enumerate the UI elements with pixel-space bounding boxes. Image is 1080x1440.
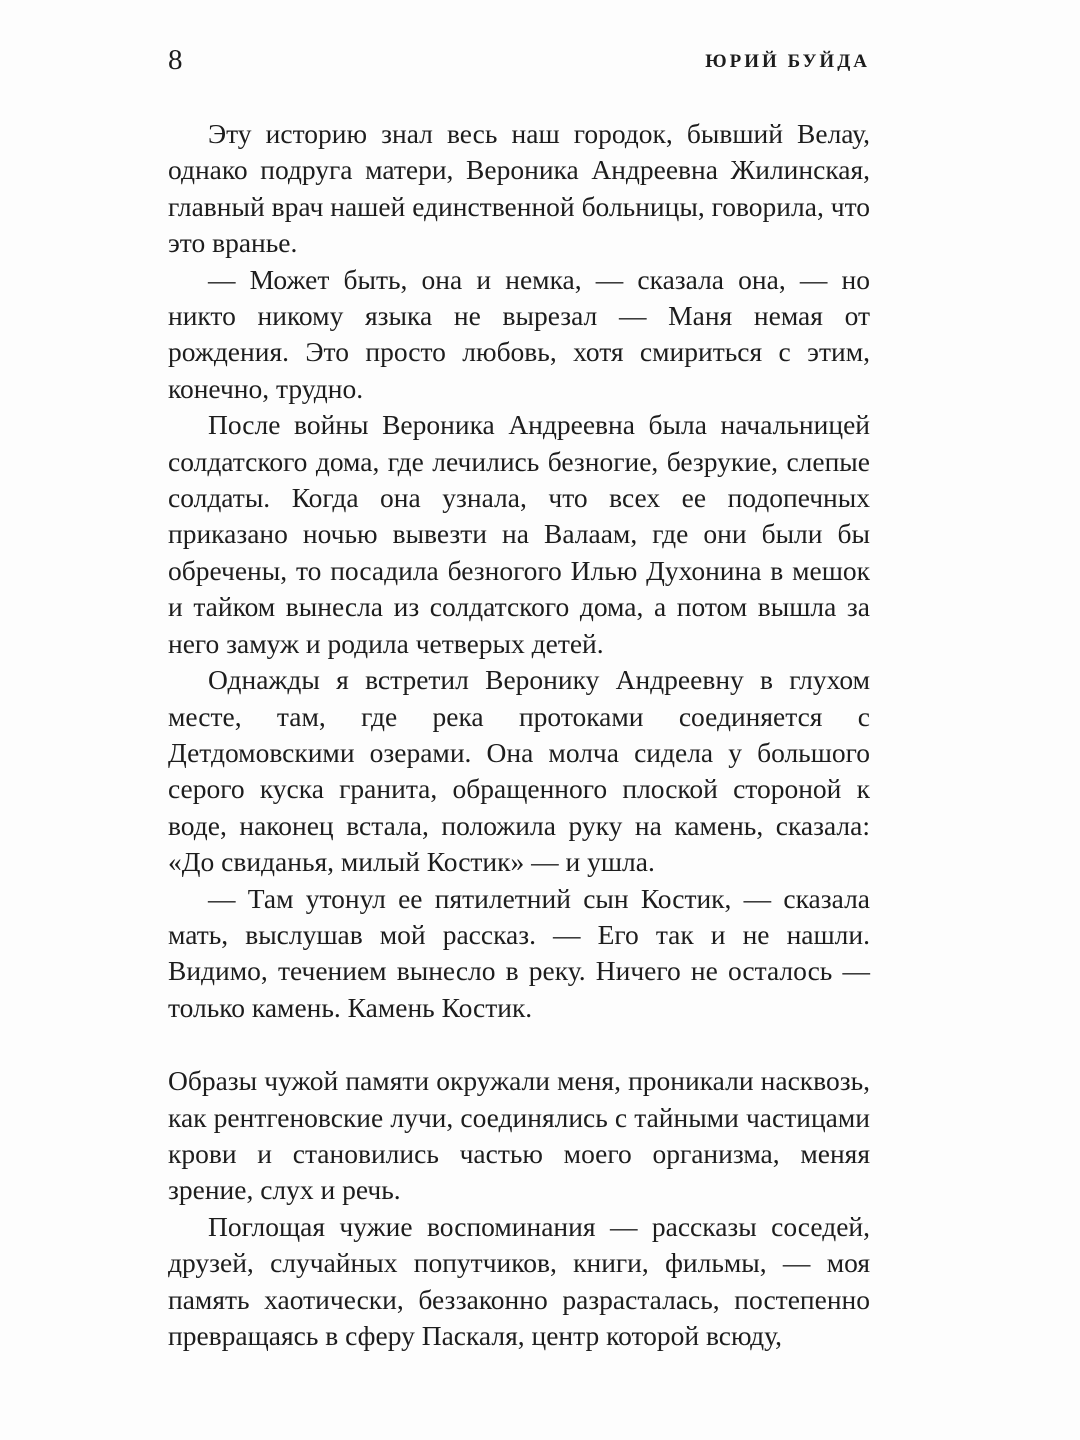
page-number: 8 (168, 44, 183, 76)
body-text (168, 116, 870, 1354)
paragraph: Образы чужой памяти окружали меня, проникали насквозь, как рентгеновские лучи, соединялись с тайными частицами крови и становились частью моего организма, меняя зрение, слух и речь. (168, 1065, 870, 1206)
paragraph: — Там утонул ее пятилетний сын Костик, — сказала мать, выслушав мой рассказ. — Его так и не нашли. Видимо, течением вынесло в реку. Ничего не осталось — только камень. Камень Костик. (168, 882, 870, 1023)
paragraph: Поглощая чужие воспоминания — рассказы соседей, друзей, случайных попутчиков, книги, фильмы, — моя память хаотически, беззаконно разрасталась, постепенно превращаясь в сферу Паскаля, центр которой всюду, (168, 1210, 870, 1351)
paragraph: Однажды я встретил Веронику Андреевну в глухом месте, там, где река протоками соединяется с Детдомовскими озерами. Она молча сидела у большого серого куска гранита, обращенного плоской стороной к воде, наконец встала, положила руку на камень, сказала: «До свиданья, милый Костик» — и ушла. (168, 664, 870, 878)
running-head-author: ЮРИЙ БУЙДА (705, 51, 870, 72)
page-header (168, 42, 870, 82)
paragraph: — Может быть, она и немка, — сказала она, — но никто никому языка не вырезал — Маня немая от рождения. Это просто любовь, хотя смириться с этим, конечно, трудно. (168, 263, 870, 404)
paragraph: Эту историю знал весь наш городок, бывший Велау, однако подруга матери, Вероника Андреевна Жилинская, главный врач нашей единственной больницы, говорила, что это вранье. (168, 118, 870, 259)
paragraph: После войны Вероника Андреевна была начальницей солдатского дома, где лечились безногие, безрукие, слепые солдаты. Когда она узнала, что всех ее подопечных приказано ночью вывезти на Валаам, где они были бы обречены, то посадила безногого Илью Духонина в мешок и тайком вынесла из солдатского дома, а потом вышла за него замуж и родила четверых детей. (168, 409, 870, 659)
section-break (168, 1026, 870, 1063)
